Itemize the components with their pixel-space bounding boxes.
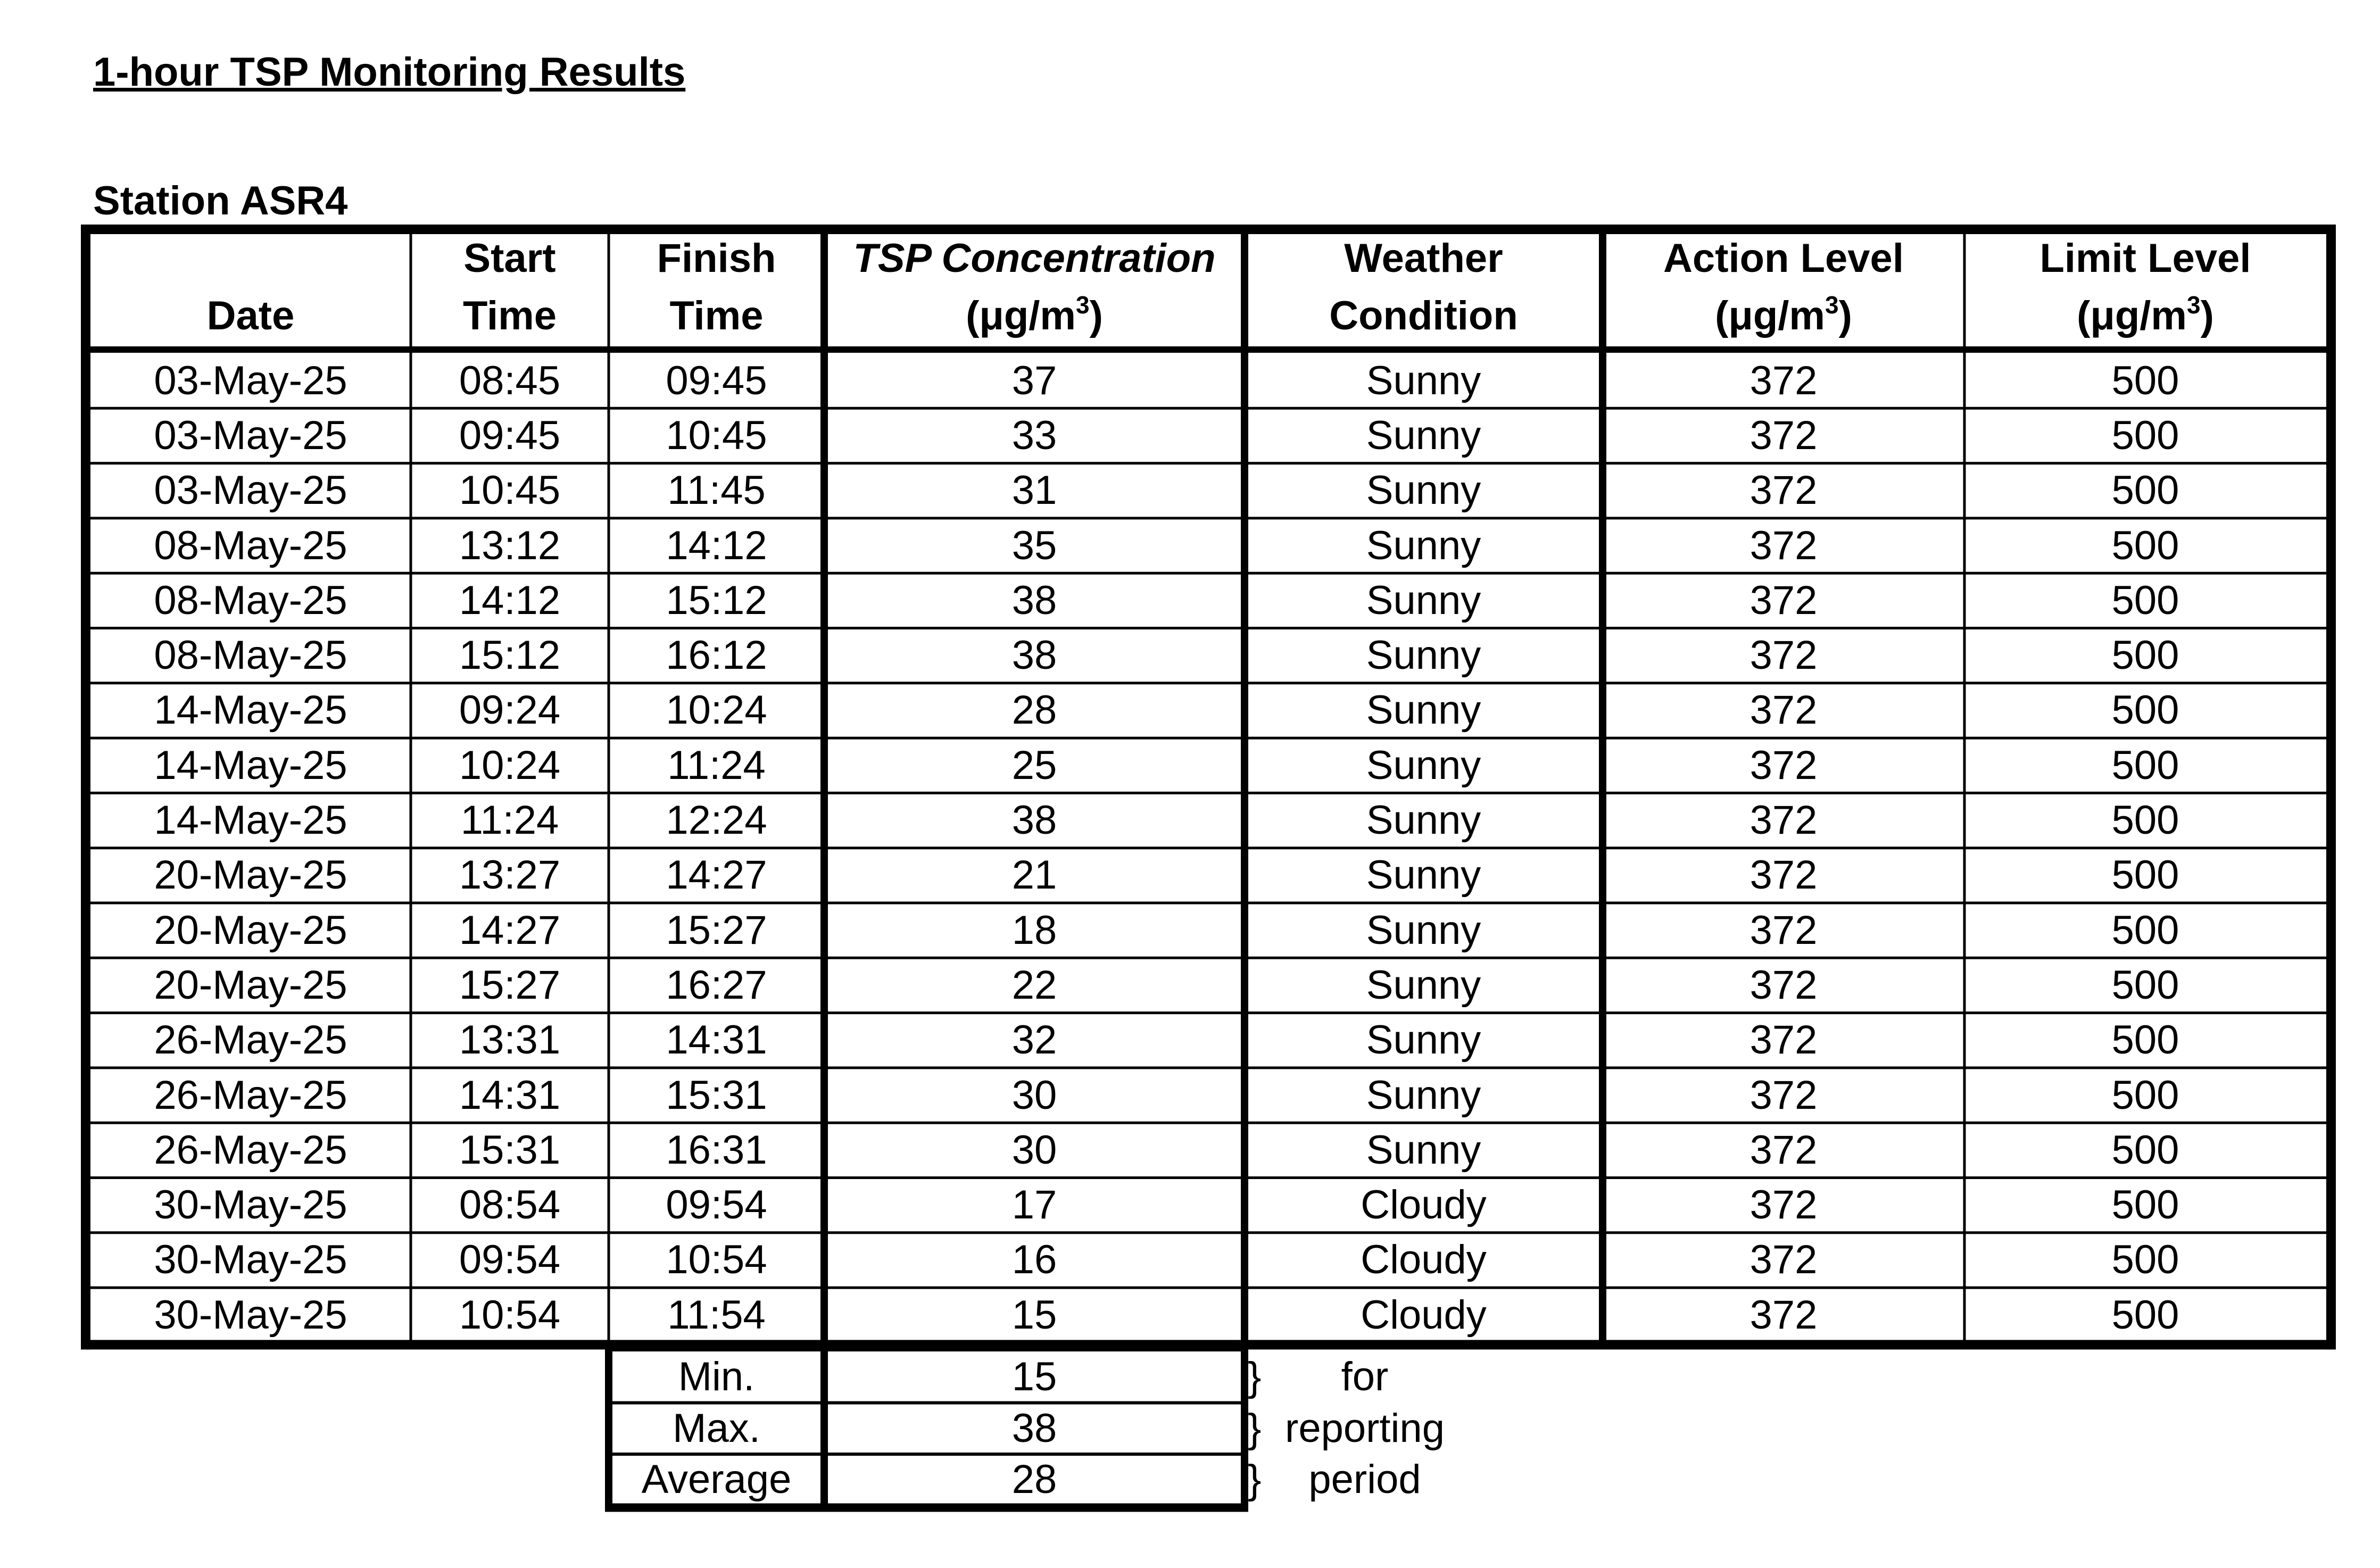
cell-action-level: 372 (1749, 1072, 1818, 1118)
cell-weather-condition: Sunny (1366, 358, 1481, 403)
cell-limit-level: 500 (2111, 633, 2179, 678)
page-title: 1-hour TSP Monitoring Results (93, 49, 686, 95)
cell-date: 03-May-25 (154, 468, 347, 513)
cell-weather-condition: Sunny (1366, 468, 1481, 513)
cell-tsp-concentration: 33 (1011, 412, 1057, 458)
cell-start-time: 13:12 (459, 522, 561, 568)
cell-date: 08-May-25 (154, 522, 347, 568)
cell-finish-time: 10:24 (666, 687, 767, 733)
cell-start-time: 15:12 (459, 633, 561, 678)
cell-date: 14-May-25 (154, 687, 347, 733)
cell-weather-condition: Cloudy (1361, 1237, 1487, 1283)
cell-finish-time: 09:45 (666, 358, 767, 403)
summary-note: reporting (1285, 1405, 1445, 1451)
cell-tsp-concentration: 35 (1011, 522, 1057, 568)
cell-finish-time: 12:24 (666, 798, 767, 843)
cell-finish-time: 09:54 (666, 1182, 767, 1228)
summary-value: 38 (1011, 1405, 1057, 1451)
header-start-time: Start Time (462, 236, 557, 338)
cell-limit-level: 500 (2111, 468, 2179, 513)
cell-tsp-concentration: 32 (1011, 1017, 1057, 1063)
cell-action-level: 372 (1749, 1182, 1818, 1228)
cell-limit-level: 500 (2111, 1237, 2179, 1283)
cell-date: 26-May-25 (154, 1127, 347, 1173)
cell-start-time: 13:27 (459, 852, 561, 898)
cell-weather-condition: Sunny (1366, 1072, 1481, 1118)
cell-start-time: 08:45 (459, 358, 561, 403)
summary-value: 15 (1011, 1354, 1057, 1400)
cell-limit-level: 500 (2111, 962, 2179, 1008)
cell-action-level: 372 (1749, 1017, 1818, 1063)
cell-start-time: 14:31 (459, 1072, 561, 1118)
cell-limit-level: 500 (2111, 412, 2179, 458)
cell-finish-time: 11:24 (667, 742, 766, 788)
cell-tsp-concentration: 38 (1011, 577, 1057, 623)
cell-finish-time: 14:27 (666, 852, 767, 898)
cell-action-level: 372 (1749, 1292, 1818, 1338)
cell-weather-condition: Sunny (1366, 687, 1481, 733)
cell-finish-time: 16:27 (666, 962, 767, 1008)
cell-limit-level: 500 (2111, 1017, 2179, 1063)
cell-date: 30-May-25 (154, 1292, 347, 1338)
cell-weather-condition: Sunny (1366, 798, 1481, 843)
cell-action-level: 372 (1749, 962, 1818, 1008)
cell-start-time: 09:24 (459, 687, 561, 733)
cell-start-time: 08:54 (459, 1182, 561, 1228)
cell-action-level: 372 (1749, 852, 1818, 898)
cell-tsp-concentration: 38 (1011, 633, 1057, 678)
cell-action-level: 372 (1749, 687, 1818, 733)
cell-date: 14-May-25 (154, 742, 347, 788)
cell-weather-condition: Sunny (1366, 907, 1481, 953)
cell-tsp-concentration: 30 (1011, 1072, 1057, 1118)
cell-date: 30-May-25 (154, 1182, 347, 1228)
cell-finish-time: 15:31 (666, 1072, 767, 1118)
summary-note: for (1341, 1354, 1389, 1399)
summary-brace: } (1248, 1354, 1262, 1399)
cell-action-level: 372 (1749, 522, 1818, 568)
cell-weather-condition: Sunny (1366, 852, 1481, 898)
cell-start-time: 11:24 (460, 798, 559, 843)
cell-action-level: 372 (1749, 412, 1818, 458)
cell-weather-condition: Sunny (1366, 522, 1481, 568)
cell-weather-condition: Cloudy (1361, 1292, 1487, 1338)
header-weather-condition: Weather Condition (1329, 236, 1518, 338)
cell-start-time: 10:24 (459, 742, 561, 788)
cell-tsp-concentration: 25 (1011, 742, 1057, 788)
cell-tsp-concentration: 31 (1011, 468, 1057, 513)
cell-date: 14-May-25 (154, 798, 347, 843)
cell-finish-time: 14:31 (666, 1017, 767, 1063)
cell-start-time: 10:54 (459, 1292, 561, 1338)
cell-date: 26-May-25 (154, 1017, 347, 1063)
summary-brace: } (1248, 1405, 1262, 1451)
cell-limit-level: 500 (2111, 1292, 2179, 1338)
summary-note: period (1308, 1457, 1421, 1502)
header-date: Date (206, 293, 295, 338)
cell-finish-time: 11:54 (667, 1292, 766, 1338)
cell-date: 20-May-25 (154, 962, 347, 1008)
cell-date: 30-May-25 (154, 1237, 347, 1283)
cell-date: 20-May-25 (154, 852, 347, 898)
cell-weather-condition: Sunny (1366, 412, 1481, 458)
cell-weather-condition: Cloudy (1361, 1182, 1487, 1228)
cell-tsp-concentration: 30 (1011, 1127, 1057, 1173)
cell-tsp-concentration: 18 (1011, 907, 1057, 953)
cell-tsp-concentration: 37 (1011, 358, 1057, 403)
cell-limit-level: 500 (2111, 577, 2179, 623)
cell-start-time: 14:12 (459, 577, 561, 623)
header-action-level: Action Level $(\mu g/m^3)$ (1663, 236, 1904, 338)
cell-tsp-concentration: 21 (1011, 852, 1057, 898)
cell-tsp-concentration: 38 (1011, 798, 1057, 843)
cell-finish-time: 15:12 (666, 577, 767, 623)
cell-finish-time: 11:45 (667, 468, 766, 513)
cell-weather-condition: Sunny (1366, 1017, 1481, 1063)
cell-limit-level: 500 (2111, 687, 2179, 733)
cell-action-level: 372 (1749, 468, 1818, 513)
cell-limit-level: 500 (2111, 1182, 2179, 1228)
cell-finish-time: 14:12 (666, 522, 767, 568)
cell-limit-level: 500 (2111, 798, 2179, 843)
cell-tsp-concentration: 15 (1011, 1292, 1057, 1338)
cell-start-time: 15:27 (459, 962, 561, 1008)
summary-label: Max. (673, 1405, 760, 1451)
cell-action-level: 372 (1749, 358, 1818, 403)
cell-date: 20-May-25 (154, 907, 347, 953)
summary-label: Average (641, 1457, 792, 1503)
header-limit-level: Limit Level $(\mu g/m^3)$ (2039, 236, 2251, 338)
cell-limit-level: 500 (2111, 852, 2179, 898)
cell-limit-level: 500 (2111, 1127, 2179, 1173)
cell-weather-condition: Sunny (1366, 962, 1481, 1008)
cell-action-level: 372 (1749, 1237, 1818, 1283)
cell-weather-condition: Sunny (1366, 1127, 1481, 1173)
cell-action-level: 372 (1749, 742, 1818, 788)
summary-label: Min. (678, 1354, 755, 1400)
cell-finish-time: 16:31 (666, 1127, 767, 1173)
cell-date: 08-May-25 (154, 633, 347, 678)
cell-tsp-concentration: 17 (1011, 1182, 1057, 1228)
cell-limit-level: 500 (2111, 522, 2179, 568)
cell-date: 26-May-25 (154, 1072, 347, 1118)
cell-start-time: 09:54 (459, 1237, 561, 1283)
header-tsp-concentration: TSP Concentration $(\mu g/m^3)$ (853, 236, 1216, 338)
cell-finish-time: 15:27 (666, 907, 767, 953)
cell-tsp-concentration: 28 (1011, 687, 1057, 733)
cell-limit-level: 500 (2111, 358, 2179, 403)
cell-weather-condition: Sunny (1366, 742, 1481, 788)
cell-weather-condition: Sunny (1366, 633, 1481, 678)
cell-action-level: 372 (1749, 633, 1818, 678)
station-label: Station ASR4 (93, 178, 348, 223)
cell-limit-level: 500 (2111, 1072, 2179, 1118)
cell-date: 03-May-25 (154, 412, 347, 458)
cell-action-level: 372 (1749, 1127, 1818, 1173)
cell-weather-condition: Sunny (1366, 577, 1481, 623)
cell-start-time: 15:31 (459, 1127, 561, 1173)
summary-value: 28 (1011, 1457, 1057, 1503)
cell-start-time: 14:27 (459, 907, 561, 953)
cell-action-level: 372 (1749, 907, 1818, 953)
cell-action-level: 372 (1749, 798, 1818, 843)
summary-brace: } (1248, 1457, 1262, 1502)
cell-tsp-concentration: 16 (1011, 1237, 1057, 1283)
cell-start-time: 13:31 (459, 1017, 561, 1063)
cell-date: 03-May-25 (154, 358, 347, 403)
cell-date: 08-May-25 (154, 577, 347, 623)
cell-tsp-concentration: 22 (1011, 962, 1057, 1008)
cell-finish-time: 16:12 (666, 633, 767, 678)
cell-finish-time: 10:45 (666, 412, 767, 458)
cell-action-level: 372 (1749, 577, 1818, 623)
cell-start-time: 09:45 (459, 412, 561, 458)
cell-limit-level: 500 (2111, 907, 2179, 953)
cell-start-time: 10:45 (459, 468, 561, 513)
cell-limit-level: 500 (2111, 742, 2179, 788)
header-finish-time: Finish Time (657, 236, 776, 338)
cell-finish-time: 10:54 (666, 1237, 767, 1283)
